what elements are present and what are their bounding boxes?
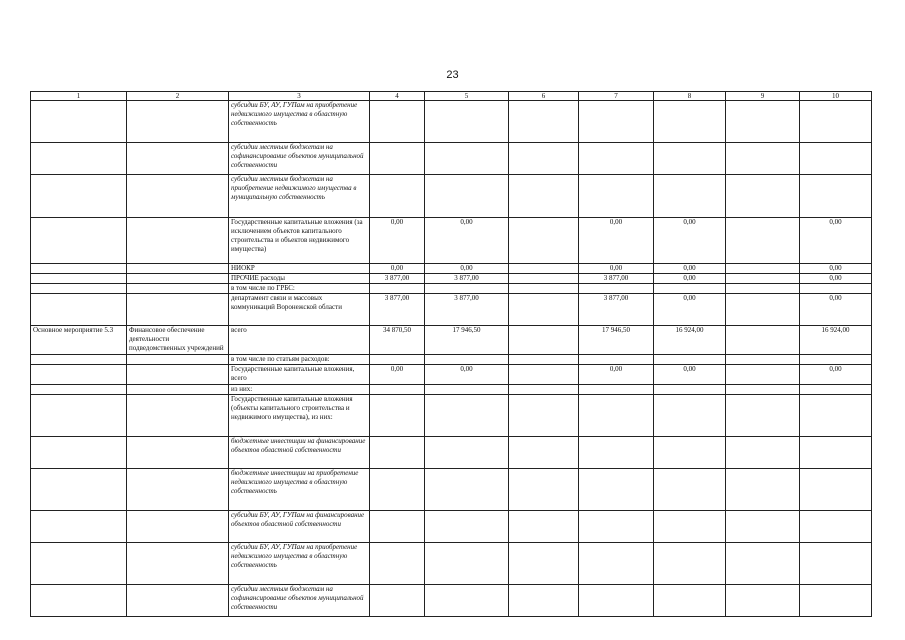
table-row <box>31 294 872 326</box>
expense-item-cell: субсидии местным бюджетам на приобретение недвижимого имущества в муниципальную собственность <box>229 175 370 218</box>
value-cell <box>726 394 800 436</box>
value-cell: 3 877,00 <box>425 294 509 326</box>
description-cell <box>127 436 229 468</box>
value-cell <box>425 394 509 436</box>
table-row <box>31 143 872 175</box>
value-cell <box>579 510 654 542</box>
expense-item-cell: департамент связи и массовых коммуникаций Воронежской области <box>229 294 370 326</box>
value-cell <box>654 284 726 294</box>
event-name-cell <box>31 143 127 175</box>
value-cell <box>579 354 654 364</box>
column-header: 6 <box>509 92 579 101</box>
event-name-cell <box>31 284 127 294</box>
value-cell <box>654 354 726 364</box>
event-name-cell <box>31 542 127 584</box>
value-cell <box>509 264 579 274</box>
value-cell <box>509 510 579 542</box>
description-cell <box>127 364 229 384</box>
table-row <box>31 510 872 542</box>
table-row <box>31 542 872 584</box>
expense-item-cell: из них: <box>229 384 370 394</box>
expense-item-cell: Государственные капитальные вложения (за исключением объектов капитального строительства и объектов недвижимого имущества) <box>229 218 370 264</box>
value-cell <box>425 284 509 294</box>
value-cell <box>800 143 872 175</box>
table-row <box>31 175 872 218</box>
value-cell <box>509 542 579 584</box>
value-cell <box>654 510 726 542</box>
value-cell <box>800 510 872 542</box>
description-cell <box>127 101 229 143</box>
value-cell: 0,00 <box>654 218 726 264</box>
value-cell <box>425 354 509 364</box>
value-cell <box>579 436 654 468</box>
value-cell <box>579 284 654 294</box>
event-name-cell <box>31 218 127 264</box>
event-name-cell <box>31 436 127 468</box>
value-cell <box>726 294 800 326</box>
expense-item-cell: Государственные капитальные вложения (объекты капитального строительства и недвижимого имущества), из них: <box>229 394 370 436</box>
value-cell <box>370 436 425 468</box>
value-cell <box>800 542 872 584</box>
expense-item-cell: бюджетные инвестиции на финансирование объектов областной собственности <box>229 436 370 468</box>
value-cell <box>654 143 726 175</box>
value-cell <box>654 175 726 218</box>
value-cell: 0,00 <box>654 274 726 284</box>
expense-item-cell: субсидии местным бюджетам на софинансирование объектов муниципальной собственности <box>229 584 370 616</box>
expense-item-cell: субсидии местным бюджетам на софинансирование объектов муниципальной собственности <box>229 143 370 175</box>
column-header: 2 <box>127 92 229 101</box>
value-cell <box>726 468 800 510</box>
event-name-cell <box>31 394 127 436</box>
event-name-cell <box>31 584 127 616</box>
description-cell <box>127 354 229 364</box>
value-cell <box>425 510 509 542</box>
value-cell <box>800 101 872 143</box>
expense-item-cell: НИОКР <box>229 264 370 274</box>
table-row <box>31 274 872 284</box>
table-row <box>31 326 872 354</box>
event-name-cell <box>31 175 127 218</box>
value-cell <box>726 354 800 364</box>
value-cell <box>800 468 872 510</box>
value-cell <box>425 175 509 218</box>
value-cell <box>654 384 726 394</box>
value-cell: 3 877,00 <box>425 274 509 284</box>
description-cell <box>127 542 229 584</box>
value-cell <box>509 584 579 616</box>
value-cell: 0,00 <box>425 364 509 384</box>
value-cell <box>579 584 654 616</box>
value-cell <box>509 274 579 284</box>
value-cell <box>509 175 579 218</box>
event-name-cell <box>31 510 127 542</box>
value-cell: 34 870,50 <box>370 326 425 354</box>
event-name-cell <box>31 354 127 364</box>
description-cell: Финансовое обеспечение деятельности подведомственных учреждений <box>127 326 229 354</box>
value-cell <box>800 284 872 294</box>
expense-item-cell: всего <box>229 326 370 354</box>
value-cell <box>726 364 800 384</box>
value-cell <box>509 218 579 264</box>
value-cell <box>579 175 654 218</box>
value-cell <box>726 264 800 274</box>
description-cell <box>127 384 229 394</box>
page-number: 23 <box>446 69 459 81</box>
value-cell <box>726 384 800 394</box>
expense-item-cell: бюджетные инвестиции на приобретение недвижимого имущества в областную собственность <box>229 468 370 510</box>
value-cell <box>654 584 726 616</box>
value-cell <box>370 394 425 436</box>
value-cell: 0,00 <box>800 294 872 326</box>
value-cell <box>509 364 579 384</box>
expense-item-cell: субсидии БУ, АУ, ГУПам на приобретение недвижимого имущества в областную собственность <box>229 542 370 584</box>
value-cell <box>726 101 800 143</box>
value-cell: 0,00 <box>370 364 425 384</box>
expense-item-cell: в том числе по статьям расходов: <box>229 354 370 364</box>
budget-table <box>30 91 872 617</box>
value-cell: 0,00 <box>800 218 872 264</box>
value-cell <box>509 436 579 468</box>
expense-item-cell: субсидии БУ, АУ, ГУПам на финансирование объектов областной собственности <box>229 510 370 542</box>
event-name-cell <box>31 364 127 384</box>
event-name-cell <box>31 264 127 274</box>
value-cell <box>726 326 800 354</box>
value-cell: 17 946,50 <box>425 326 509 354</box>
value-cell <box>654 101 726 143</box>
value-cell <box>579 143 654 175</box>
column-header: 7 <box>579 92 654 101</box>
value-cell <box>726 436 800 468</box>
value-cell <box>579 101 654 143</box>
value-cell <box>579 384 654 394</box>
value-cell <box>370 354 425 364</box>
description-cell <box>127 510 229 542</box>
event-name-cell <box>31 384 127 394</box>
event-name-cell <box>31 294 127 326</box>
value-cell: 0,00 <box>654 264 726 274</box>
value-cell <box>425 143 509 175</box>
event-name-cell <box>31 101 127 143</box>
expense-item-cell: ПРОЧИЕ расходы <box>229 274 370 284</box>
value-cell <box>425 468 509 510</box>
value-cell <box>370 584 425 616</box>
table-row <box>31 101 872 143</box>
value-cell: 0,00 <box>579 364 654 384</box>
description-cell <box>127 274 229 284</box>
description-cell <box>127 218 229 264</box>
value-cell <box>726 143 800 175</box>
value-cell <box>370 384 425 394</box>
value-cell: 0,00 <box>370 264 425 274</box>
event-name-cell <box>31 468 127 510</box>
value-cell <box>509 101 579 143</box>
value-cell: 0,00 <box>654 294 726 326</box>
value-cell <box>726 584 800 616</box>
table-row <box>31 394 872 436</box>
value-cell <box>370 468 425 510</box>
value-cell <box>370 284 425 294</box>
description-cell <box>127 394 229 436</box>
value-cell <box>654 436 726 468</box>
value-cell <box>800 436 872 468</box>
value-cell <box>654 468 726 510</box>
value-cell <box>425 436 509 468</box>
value-cell: 3 877,00 <box>370 294 425 326</box>
value-cell <box>800 175 872 218</box>
value-cell <box>726 542 800 584</box>
event-name-cell <box>31 274 127 284</box>
column-header: 10 <box>800 92 872 101</box>
table-row <box>31 468 872 510</box>
description-cell <box>127 468 229 510</box>
value-cell <box>425 542 509 584</box>
column-header: 8 <box>654 92 726 101</box>
value-cell: 0,00 <box>800 274 872 284</box>
value-cell: 0,00 <box>579 218 654 264</box>
description-cell <box>127 264 229 274</box>
value-cell <box>509 384 579 394</box>
column-header: 4 <box>370 92 425 101</box>
value-cell <box>800 384 872 394</box>
expense-item-cell: субсидии БУ, АУ, ГУПам на приобретение недвижимого имущества в областную собственность <box>229 101 370 143</box>
description-cell <box>127 294 229 326</box>
value-cell <box>726 284 800 294</box>
value-cell <box>509 354 579 364</box>
description-cell <box>127 284 229 294</box>
value-cell: 16 924,00 <box>800 326 872 354</box>
value-cell: 0,00 <box>800 364 872 384</box>
expense-item-cell: в том числе по ГРБС: <box>229 284 370 294</box>
value-cell <box>579 542 654 584</box>
value-cell: 0,00 <box>425 264 509 274</box>
column-header: 9 <box>726 92 800 101</box>
table-row <box>31 584 872 616</box>
value-cell <box>509 143 579 175</box>
column-header: 1 <box>31 92 127 101</box>
value-cell <box>726 218 800 264</box>
value-cell <box>425 384 509 394</box>
description-cell <box>127 584 229 616</box>
value-cell: 0,00 <box>425 218 509 264</box>
value-cell <box>509 326 579 354</box>
value-cell <box>800 354 872 364</box>
value-cell <box>579 394 654 436</box>
value-cell <box>654 394 726 436</box>
value-cell <box>370 101 425 143</box>
table-row <box>31 384 872 394</box>
value-cell <box>726 175 800 218</box>
description-cell <box>127 143 229 175</box>
value-cell <box>800 584 872 616</box>
value-cell: 17 946,50 <box>579 326 654 354</box>
value-cell <box>425 584 509 616</box>
table-row <box>31 436 872 468</box>
description-cell <box>127 175 229 218</box>
value-cell <box>800 394 872 436</box>
table-row <box>31 218 872 264</box>
column-header: 5 <box>425 92 509 101</box>
table-row <box>31 364 872 384</box>
value-cell <box>370 542 425 584</box>
expense-item-cell: Государственные капитальные вложения, всего <box>229 364 370 384</box>
table-row <box>31 264 872 274</box>
value-cell: 3 877,00 <box>579 294 654 326</box>
value-cell <box>509 284 579 294</box>
value-cell <box>726 510 800 542</box>
value-cell <box>654 542 726 584</box>
column-header-row <box>31 92 872 101</box>
value-cell <box>370 175 425 218</box>
value-cell: 3 877,00 <box>579 274 654 284</box>
event-name-cell: Основное мероприятие 5.3 <box>31 326 127 354</box>
value-cell: 3 877,00 <box>370 274 425 284</box>
value-cell <box>370 510 425 542</box>
value-cell <box>509 394 579 436</box>
value-cell <box>370 143 425 175</box>
table-row <box>31 354 872 364</box>
value-cell: 0,00 <box>579 264 654 274</box>
value-cell <box>425 101 509 143</box>
table-row <box>31 284 872 294</box>
value-cell: 0,00 <box>800 264 872 274</box>
value-cell: 0,00 <box>370 218 425 264</box>
value-cell <box>726 274 800 284</box>
value-cell <box>579 468 654 510</box>
table-body <box>31 101 872 617</box>
value-cell <box>509 468 579 510</box>
value-cell: 16 924,00 <box>654 326 726 354</box>
value-cell: 0,00 <box>654 364 726 384</box>
value-cell <box>509 294 579 326</box>
column-header: 3 <box>229 92 370 101</box>
